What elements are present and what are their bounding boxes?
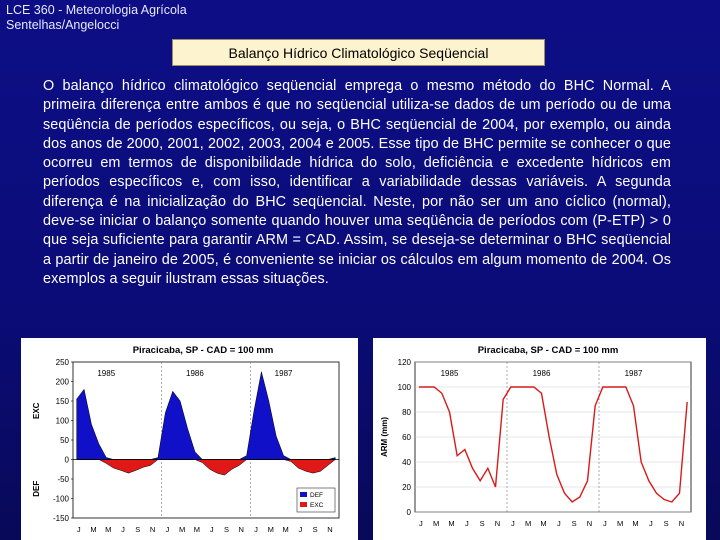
- x-tick-label: N: [149, 525, 156, 534]
- y-tick-label: 0: [64, 455, 69, 465]
- x-tick-label: J: [121, 525, 125, 534]
- x-tick-label: M: [90, 525, 97, 534]
- x-tick-label: M: [179, 525, 186, 534]
- x-tick-label: M: [105, 525, 112, 534]
- y-tick-label: 60: [402, 433, 411, 442]
- arm-chart: [373, 338, 706, 540]
- y-tick-label: 250: [55, 358, 69, 367]
- y-tick-label: 100: [55, 416, 69, 426]
- year-label: 1986: [532, 369, 551, 378]
- header: [6, 3, 187, 33]
- legend-label-exc: EXC: [310, 502, 324, 509]
- y-tick-label: 0: [406, 508, 411, 517]
- arm-chart-svg: [373, 338, 706, 540]
- y-tick-label: 200: [55, 377, 69, 387]
- x-tick-label: J: [464, 519, 469, 528]
- y-tick-label: 150: [55, 397, 69, 406]
- y-tick-label: 50: [60, 436, 69, 445]
- y-tick-label: 20: [402, 483, 411, 492]
- year-label: 1987: [274, 369, 293, 378]
- y-tick-label: 100: [397, 383, 411, 392]
- x-tick-label: J: [165, 525, 170, 534]
- x-tick-label: M: [617, 519, 624, 528]
- x-tick-label: J: [418, 519, 423, 528]
- x-tick-label: M: [282, 525, 289, 534]
- x-tick-label: S: [479, 519, 485, 528]
- year-label: 1985: [97, 369, 116, 378]
- x-tick-label: S: [312, 525, 318, 534]
- x-tick-label: S: [135, 525, 141, 534]
- x-tick-label: S: [571, 519, 577, 528]
- y-tick-label: -150: [52, 514, 69, 523]
- x-tick-label: M: [525, 519, 532, 528]
- y-tick-label: 40: [402, 458, 411, 467]
- x-tick-label: N: [327, 525, 333, 534]
- x-tick-label: N: [678, 519, 685, 528]
- x-tick-label: N: [586, 519, 593, 528]
- x-tick-label: J: [76, 525, 81, 534]
- x-tick-label: J: [209, 525, 214, 534]
- exc-def-chart-svg: [21, 338, 358, 540]
- x-tick-label: M: [448, 519, 455, 528]
- body-paragraph: O balanço hídrico climatológico seqüencial emprega o mesmo método do BHC Normal. A primeira diferença entre ambos é que no seqüencial utiliza-se dados de um período ou de uma seqüência de períodos específicos, ou seja, o BHC seqüencial de 2004, por exemplo, ou ainda dos anos de 2000, 2001, 2002, 2003, 2004 e 2005. Esse tipo de BHC permite se conhecer o que ocorreu em termos de disponibilidade hídrica do solo, deficiência e excedente hídricos em períodos específicos e, com isso, identificar a variabilidade dessas variáveis. A segunda diferença é na inicialização do BHC seqüencial. Neste, por não ser um ano cíclico (normal), deve-se iniciar o balanço somente quando houver uma seqüência de períodos com (P-ETP) > 0 que seja suficiente para garantir ARM = CAD. Assim, se deseja-se determinar o BHC seqüencial a partir de janeiro de 2005, é conveniente se iniciar os cálculos em algum momento de 2004. Os exemplos a seguir ilustram essas situações.: [43, 78, 671, 287]
- x-tick-label: N: [238, 525, 244, 534]
- y-tick-label: 80: [402, 408, 411, 417]
- legend-swatch-def: [300, 492, 307, 497]
- authors: Sentelhas/Angelocci: [6, 18, 120, 32]
- legend-label-def: DEF: [310, 492, 323, 499]
- x-tick-label: J: [510, 519, 515, 528]
- chart-title: Piracicaba, SP - CAD = 100 mm: [132, 345, 274, 356]
- year-label: 1987: [624, 369, 643, 378]
- year-label: 1986: [186, 369, 204, 378]
- y-tick-label: -50: [57, 475, 69, 484]
- x-tick-label: M: [433, 519, 440, 528]
- x-tick-label: J: [602, 519, 607, 528]
- year-label: 1985: [440, 369, 459, 378]
- x-tick-label: M: [540, 519, 547, 528]
- exc-def-chart: [21, 338, 358, 540]
- x-tick-label: N: [494, 519, 501, 528]
- x-tick-label: J: [556, 519, 561, 528]
- legend-swatch-exc: [300, 502, 307, 507]
- section-title-box: [172, 39, 545, 66]
- x-tick-label: J: [254, 525, 258, 534]
- course-title: LCE 360 - Meteorologia Agrícola: [6, 3, 187, 17]
- section-title: Balanço Hídrico Climatológico Seqüencial: [228, 44, 489, 61]
- y-axis-label: ARM (mm): [380, 417, 389, 457]
- chart-title: Piracicaba, SP - CAD = 100 mm: [477, 345, 619, 356]
- x-tick-label: J: [648, 519, 653, 528]
- y-tick-label: -100: [52, 494, 69, 504]
- y-axis-label-exc: EXC: [32, 402, 41, 419]
- x-tick-label: S: [663, 519, 669, 528]
- y-tick-label: 120: [397, 358, 411, 367]
- x-tick-label: M: [632, 519, 639, 528]
- x-tick-label: J: [298, 525, 303, 534]
- x-tick-label: M: [193, 525, 201, 534]
- x-tick-label: S: [223, 525, 229, 534]
- y-axis-label-def: DEF: [32, 480, 41, 497]
- x-tick-label: M: [267, 525, 274, 534]
